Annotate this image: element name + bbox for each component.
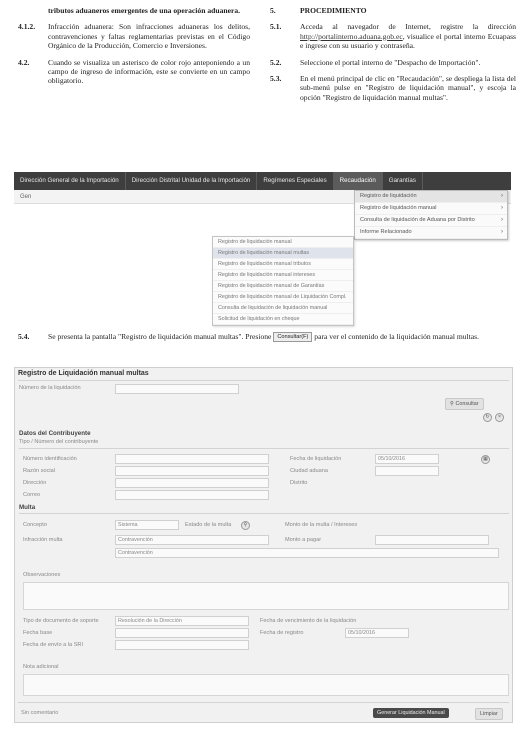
section-contribuyente: Datos del Contribuyente <box>19 430 91 437</box>
list-item <box>270 74 516 102</box>
item-number: 5.2. <box>270 57 282 67</box>
fecha-base-input[interactable] <box>115 628 249 638</box>
search-icon: ⚲ <box>450 401 456 407</box>
section-multa: Multa <box>19 504 36 511</box>
field-label: Nota adicional <box>23 664 59 670</box>
nav-item[interactable]: Dirección General de la Importación <box>14 172 126 190</box>
concepto-select[interactable]: Sistema <box>115 520 179 530</box>
consultar-button-inline: Consultar(F) <box>273 332 312 342</box>
field-label: Número identificación <box>23 456 77 462</box>
field-label: Observaciones <box>23 572 61 578</box>
field-label: Correo <box>23 492 41 498</box>
dropdown-item[interactable]: Registro de liquidación manual de Liquidación Compl. <box>213 292 353 303</box>
item-number: 4.1.2. <box>18 22 36 32</box>
close-icon[interactable]: × <box>495 413 504 422</box>
calendar-icon[interactable]: ▦ <box>481 455 490 464</box>
step-text: Se presenta la pantalla "Registro de liquidación manual multas". Presione <box>48 332 274 341</box>
submenu-item[interactable]: Informe Relacionado › <box>355 227 507 239</box>
intro-paragraph <box>18 6 250 15</box>
clear-button[interactable]: Limpiar <box>475 708 503 720</box>
chevron-right-icon: › <box>501 205 503 211</box>
sub-label: Tipo / Número del contribuyente <box>19 439 99 445</box>
number-input[interactable] <box>115 384 239 394</box>
item-text: Acceda al navegador de Internet, registre la dirección <box>300 22 516 32</box>
consult-button[interactable]: ⚲ Consultar <box>445 398 484 410</box>
dropdown-menu <box>212 236 354 326</box>
field-label: Distrito <box>290 480 308 486</box>
list-item <box>270 58 516 67</box>
id-input[interactable] <box>115 454 269 464</box>
step-text: para ver el contenido de la liquidación manual multas. <box>312 332 479 341</box>
field-label: Monto de la multa / Intereses <box>285 522 358 528</box>
dropdown-item[interactable]: Consulta de liquidación de liquidación manual <box>213 303 353 314</box>
field-label: Fecha de vencimiento de la liquidación <box>260 618 357 624</box>
item-text: Cuando se visualiza un asterisco de color rojo anteponiendo a un campo de ingreso de información, este se convierte en un campo obligatorio. <box>48 57 250 86</box>
correo-input[interactable] <box>115 490 269 500</box>
tipo-doc-select[interactable]: Resolución de la Dirección <box>115 616 249 626</box>
number-label: Número de la liquidación <box>19 385 81 391</box>
chevron-right-icon: › <box>501 193 503 199</box>
list-item <box>18 58 250 86</box>
section-title: PROCEDIMIENTO <box>300 6 367 15</box>
step-5-4 <box>18 332 516 342</box>
search-icon[interactable]: ⚲ <box>241 521 250 530</box>
field-label: Estado de la multa <box>185 522 232 528</box>
dropdown-item[interactable]: Solicitud de liquidación en cheque <box>213 314 353 325</box>
item-number: 5.1. <box>270 22 282 32</box>
field-label: Fecha de envío a la SRI <box>23 642 84 648</box>
observaciones-textarea[interactable] <box>23 582 509 610</box>
field-label: Monto a pagar <box>285 537 322 543</box>
field-label: Tipo de documento de soporte <box>23 618 99 624</box>
field-label: Dirección <box>23 480 47 486</box>
razon-input[interactable] <box>115 466 269 476</box>
fecha-envio-input[interactable] <box>115 640 249 650</box>
dropdown-item[interactable]: Registro de liquidación manual <box>213 237 353 248</box>
field-label: Fecha de liquidación <box>290 456 342 462</box>
nav-item[interactable]: Regímenes Especiales <box>257 172 333 190</box>
refresh-icon[interactable]: ↻ <box>483 413 492 422</box>
list-item <box>18 22 250 50</box>
menu-screenshot <box>14 172 511 322</box>
item-number: 5.3. <box>270 74 282 84</box>
section-heading <box>270 6 516 15</box>
submenu-item[interactable]: Registro de liquidación › <box>355 191 507 203</box>
main-navbar <box>14 172 511 190</box>
sub-bar: Gen <box>14 190 511 204</box>
left-column <box>18 6 250 93</box>
fecha-input[interactable]: 05/10/2016 <box>375 454 439 464</box>
form-screenshot <box>14 367 513 723</box>
nav-item[interactable]: Garantías <box>383 172 423 190</box>
item-text: Infracción aduanera: Son infracciones aduaneras los delitos, contravenciones y faltas reglamentarias previstas en el Código Orgánico de la Producción, Comercio e Inversiones. <box>48 22 250 51</box>
field-label: Infracción multa <box>23 537 63 543</box>
field-label: Fecha base <box>23 630 53 636</box>
section-number: 5. <box>270 6 276 15</box>
submenu <box>354 190 508 240</box>
item-text: Seleccione el portal interno de "Despacho de Importación". <box>300 57 481 67</box>
infraccion-select[interactable]: Contravención <box>115 535 269 545</box>
intro-text: tributos aduaneros emergentes de una operación aduanera. <box>48 6 241 15</box>
dropdown-item[interactable]: Registro de liquidación manual intereses <box>213 270 353 281</box>
monto-input[interactable] <box>375 535 489 545</box>
chevron-right-icon: › <box>501 229 503 235</box>
item-number: 4.2. <box>18 57 30 67</box>
dropdown-item[interactable]: Registro de liquidación manual de Garantías <box>213 281 353 292</box>
generate-liquidation-button[interactable]: Generar Liquidación Manual <box>373 708 449 718</box>
list-item <box>270 22 516 50</box>
nav-item-recaudacion[interactable]: Recaudación <box>334 172 383 190</box>
dropdown-item-multas[interactable]: Registro de liquidación manual multas <box>213 248 353 259</box>
autoridad-select[interactable]: Contravención <box>115 548 499 558</box>
submenu-item[interactable]: Consulta de liquidación de Aduana por Distrito › <box>355 215 507 227</box>
fecha-registro-input[interactable]: 05/10/2016 <box>345 628 409 638</box>
nota-textarea[interactable] <box>23 674 509 696</box>
field-label: Ciudad aduana <box>290 468 328 474</box>
form-title: Registro de Liquidación manual multas <box>18 370 149 377</box>
item-text: En el menú principal de clic en "Recaudación", se despliega la lista del sub-menú pulse en "Registro de liquidación manual", y escoja la opción "Registro de liquidación manual multas". <box>300 74 516 102</box>
dropdown-item[interactable]: Registro de liquidación manual tributos <box>213 259 353 270</box>
chevron-right-icon: › <box>501 217 503 223</box>
direccion-input[interactable] <box>115 478 269 488</box>
field-label: Razón social <box>23 468 56 474</box>
item-number: 5.4. <box>18 332 30 341</box>
right-column <box>270 6 516 109</box>
footer-label: Sin comentario <box>21 710 59 716</box>
item-text: , visualice el portal interno Ecuapass e ingrese con su usuario y contraseña. <box>300 31 516 51</box>
ciudad-input[interactable] <box>375 466 439 476</box>
portal-link[interactable]: http://portalinterno.aduana.gob.ec <box>300 31 403 41</box>
field-label: Concepto <box>23 522 47 528</box>
nav-item[interactable]: Dirección Distrital Unidad de la Importación <box>126 172 258 190</box>
field-label: Fecha de registro <box>260 630 304 636</box>
submenu-item[interactable]: Registro de liquidación manual › <box>355 203 507 215</box>
